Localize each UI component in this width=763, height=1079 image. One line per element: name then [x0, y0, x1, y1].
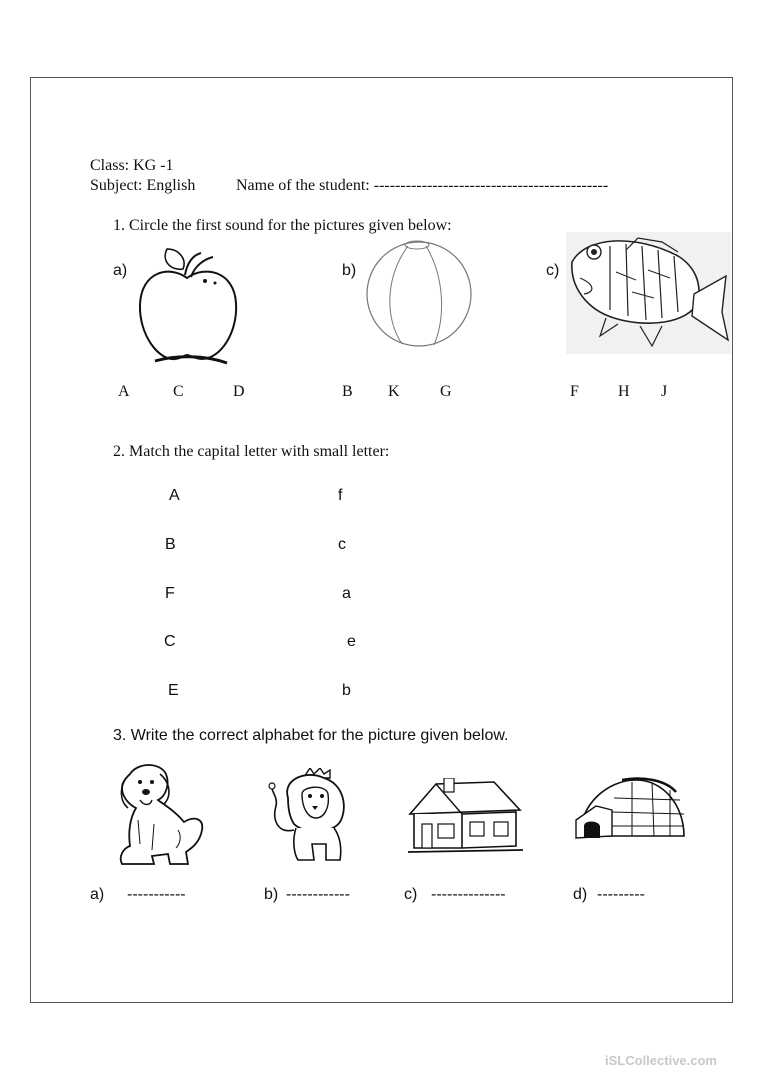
capital-letter[interactable]: A: [169, 487, 180, 504]
q3-item-d-blank[interactable]: ---------: [597, 886, 645, 903]
q3-item-c-label: c): [404, 886, 418, 903]
q1-c-option-3[interactable]: J: [661, 383, 668, 400]
q2-instruction: 2. Match the capital letter with small letter:: [113, 443, 390, 460]
igloo-picture: [572, 776, 687, 842]
q1-c-option-1[interactable]: F: [570, 383, 579, 400]
q3-item-b-label: b): [264, 886, 279, 903]
q3-item-c-blank[interactable]: --------------: [431, 886, 506, 903]
watermark-logo: iSLCollective.com: [605, 1053, 717, 1068]
small-letter[interactable]: c: [338, 536, 346, 553]
house-picture: [408, 778, 523, 853]
small-letter[interactable]: b: [342, 682, 351, 699]
capital-letter[interactable]: B: [165, 536, 176, 553]
small-letter[interactable]: e: [347, 633, 356, 650]
capital-letter[interactable]: E: [168, 682, 179, 699]
q1-b-option-1[interactable]: B: [342, 383, 353, 400]
student-name-line: Name of the student: --------------------------------------------: [236, 177, 609, 194]
capital-letter[interactable]: F: [165, 585, 175, 602]
capital-letter[interactable]: C: [164, 633, 176, 650]
q1-b-option-3[interactable]: G: [440, 383, 452, 400]
q1-a-option-2[interactable]: C: [173, 383, 184, 400]
q1-b-option-2[interactable]: K: [388, 383, 400, 400]
q3-item-d-label: d): [573, 886, 588, 903]
fish-picture: [566, 232, 731, 354]
q1-item-c-label: c): [546, 262, 560, 279]
small-letter[interactable]: f: [338, 487, 343, 504]
q1-item-a-label: a): [113, 262, 128, 279]
q1-a-option-3[interactable]: D: [233, 383, 245, 400]
q3-item-a-label: a): [90, 886, 105, 903]
q1-c-option-2[interactable]: H: [618, 383, 630, 400]
subject-line: Subject: English: [90, 177, 196, 194]
dog-picture: [108, 760, 210, 870]
class-line: Class: KG -1: [90, 157, 174, 174]
q3-item-b-blank[interactable]: ------------: [286, 886, 350, 903]
q1-instruction: 1. Circle the first sound for the pictures given below:: [113, 217, 452, 234]
ball-picture: [364, 236, 474, 351]
q1-a-option-1[interactable]: A: [118, 383, 130, 400]
q1-item-b-label: b): [342, 262, 357, 279]
apple-picture: [135, 243, 240, 368]
q3-item-a-blank[interactable]: -----------: [127, 886, 186, 903]
small-letter[interactable]: a: [342, 585, 351, 602]
q3-instruction: 3. Write the correct alphabet for the picture given below.: [113, 727, 509, 744]
lion-picture: [268, 768, 356, 864]
